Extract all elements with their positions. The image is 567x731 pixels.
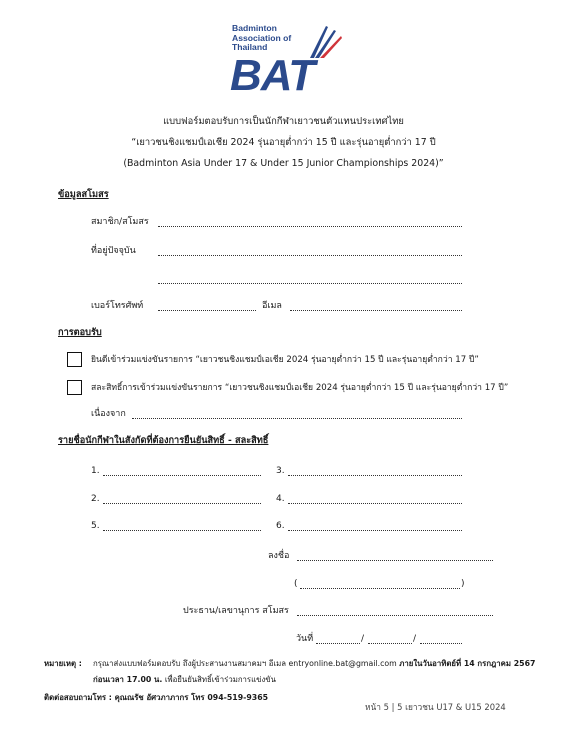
name-paren-open: (: [294, 579, 298, 589]
player-field-4[interactable]: [288, 503, 462, 504]
date-slash-1: /: [361, 634, 365, 644]
player-field-2[interactable]: [103, 503, 261, 504]
note-time: ก่อนเวลา 17.00 น.: [93, 675, 163, 684]
player-field-1[interactable]: [103, 475, 261, 476]
note-text-2: เพื่อยืนยันสิทธิ์เข้าร่วมการแข่งขัน: [164, 675, 276, 684]
note-line-1: [93, 658, 535, 670]
event-title-thai: “เยาวชนชิงแชมป์เอเชีย 2024 รุ่นอายุต่ำกว่า 15 ปี และรุ่นอายุต่ำกว่า 17 ปี: [131, 137, 436, 148]
player-field-5[interactable]: [103, 530, 261, 531]
phone-label: เบอร์โทรศัพท์: [91, 301, 144, 311]
phone-field[interactable]: [158, 310, 256, 311]
member-label: สมาชิก/สโมสร: [91, 217, 149, 227]
note-label: หมายเหตุ :: [44, 659, 82, 668]
date-day-field[interactable]: [316, 643, 360, 644]
date-year-field[interactable]: [420, 643, 462, 644]
signature-label: ลงชื่อ: [268, 551, 290, 561]
name-paren-close: ): [461, 579, 465, 589]
bat-logo: [224, 18, 346, 104]
position-field[interactable]: [297, 615, 493, 616]
section-club-info: ข้อมูลสโมสร: [58, 189, 109, 200]
form-title: แบบฟอร์มตอบรับการเป็นนักกีฬาเยาวชนตัวแทนประเทศไทย: [163, 116, 404, 127]
note-deadline: ภายในวันอาทิตย์ที่ 14 กรกฎาคม 2567: [399, 659, 536, 668]
address-field-line-1[interactable]: [158, 255, 462, 256]
player-field-3[interactable]: [288, 475, 462, 476]
accept-checkbox[interactable]: [67, 352, 82, 367]
email-label: อีเมล: [262, 301, 282, 311]
position-label: ประธาน/เลขานุการ สโมสร: [183, 606, 289, 616]
logo-line-1: Badminton: [232, 23, 277, 33]
logo-line-2: Association of: [232, 32, 292, 43]
player-number-6: 6.: [276, 521, 285, 531]
reason-field[interactable]: [132, 418, 462, 419]
player-number-3: 3.: [276, 466, 285, 476]
logo-caption: [232, 24, 291, 53]
email-field[interactable]: [290, 310, 462, 311]
event-title-english: (Badminton Asia Under 17 & Under 15 Junior Championships 2024)”: [123, 158, 444, 169]
page-footer: หน้า 5 | 5 เยาวชน U17 & U15 2024: [365, 702, 506, 712]
player-field-6[interactable]: [288, 530, 462, 531]
player-number-5: 5.: [91, 521, 100, 531]
decline-checkbox[interactable]: [67, 380, 82, 395]
logo-line-3: Thailand: [232, 42, 268, 53]
logo-acronym: BAT: [230, 51, 315, 100]
note-line-2: [93, 674, 276, 686]
section-players: รายชื่อนักกีฬาในสังกัดที่ต้องการยืนยันสิทธิ์ - สละสิทธิ์: [58, 435, 269, 446]
player-number-2: 2.: [91, 494, 100, 504]
player-number-4: 4.: [276, 494, 285, 504]
contact-info: ติดต่อสอบถามโทร : คุณณรัช อัศวภาภากร โทร 094-519-9365: [44, 693, 269, 702]
address-label: ที่อยู่ปัจจุบัน: [91, 246, 136, 256]
reason-label: เนื่องจาก: [91, 409, 126, 419]
note-text-1: กรุณาส่งแบบฟอร์มตอบรับ ถึงผู้ประสานงานสมาคมฯ อีเมล: [93, 659, 287, 668]
address-field-line-2[interactable]: [158, 283, 462, 284]
date-slash-2: /: [413, 634, 417, 644]
decline-label: สละสิทธิ์การเข้าร่วมแข่งขันรายการ “เยาวชนชิงแชมป์เอเชีย 2024 รุ่นอายุต่ำกว่า 15 ปี และรุ่นอายุต่ำกว่า 17 ปี”: [91, 383, 509, 393]
printed-name-field[interactable]: [300, 588, 460, 589]
player-number-1: 1.: [91, 466, 100, 476]
note-email: entryonline.bat@gmail.com: [288, 659, 397, 668]
member-field[interactable]: [158, 226, 462, 227]
signature-field[interactable]: [297, 560, 493, 561]
accept-label: ยินดีเข้าร่วมแข่งขันรายการ “เยาวชนชิงแชมป์เอเชีย 2024 รุ่นอายุต่ำกว่า 15 ปี และรุ่นอายุต่ำกว่า 17 ปี”: [91, 355, 479, 365]
date-month-field[interactable]: [368, 643, 412, 644]
date-label: วันที่: [296, 634, 314, 644]
section-response: การตอบรับ: [58, 327, 102, 338]
